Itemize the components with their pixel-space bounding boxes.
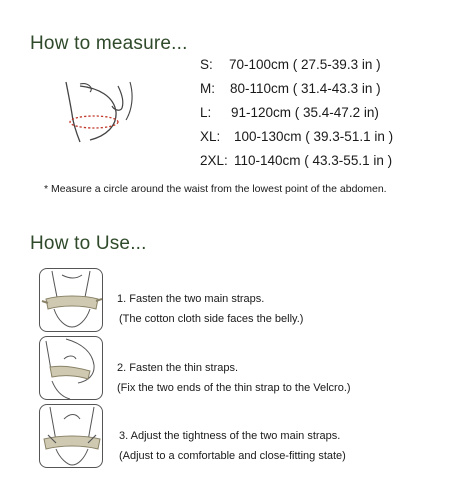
size-label: L: (200, 105, 212, 120)
step-1-illustration (39, 268, 103, 332)
measure-heading: How to measure... (30, 33, 188, 54)
use-heading: How to Use... (30, 233, 147, 254)
step-2-subtext: (Fix the two ends of the thin strap to the Velcro.) (117, 382, 351, 394)
step-1-subtext: (The cotton cloth side faces the belly.) (119, 313, 304, 325)
size-label: M: (200, 81, 215, 96)
step-3-text: 3. Adjust the tightness of the two main straps. (119, 430, 341, 442)
size-value: 70-100cm ( 27.5-39.3 in ) (229, 57, 381, 72)
size-label: 2XL: (200, 153, 228, 168)
step-3-subtext: (Adjust to a comfortable and close-fitting state) (119, 450, 346, 462)
measure-note: * Measure a circle around the waist from the lowest point of the abdomen. (44, 183, 387, 195)
step-2-illustration (39, 336, 103, 400)
step-2-text: 2. Fasten the thin straps. (117, 362, 239, 374)
step-3-illustration (39, 404, 103, 468)
size-value: 100-130cm ( 39.3-51.1 in ) (234, 129, 394, 144)
size-value: 91-120cm ( 35.4-47.2 in) (231, 105, 379, 120)
size-label: S: (200, 57, 213, 72)
size-value: 110-140cm ( 43.3-55.1 in ) (234, 153, 393, 168)
size-value: 80-110cm ( 31.4-43.3 in ) (230, 81, 381, 96)
step-1-text: 1. Fasten the two main straps. (117, 293, 265, 305)
size-label: XL: (200, 129, 221, 144)
belly-measure-illustration (60, 80, 140, 150)
